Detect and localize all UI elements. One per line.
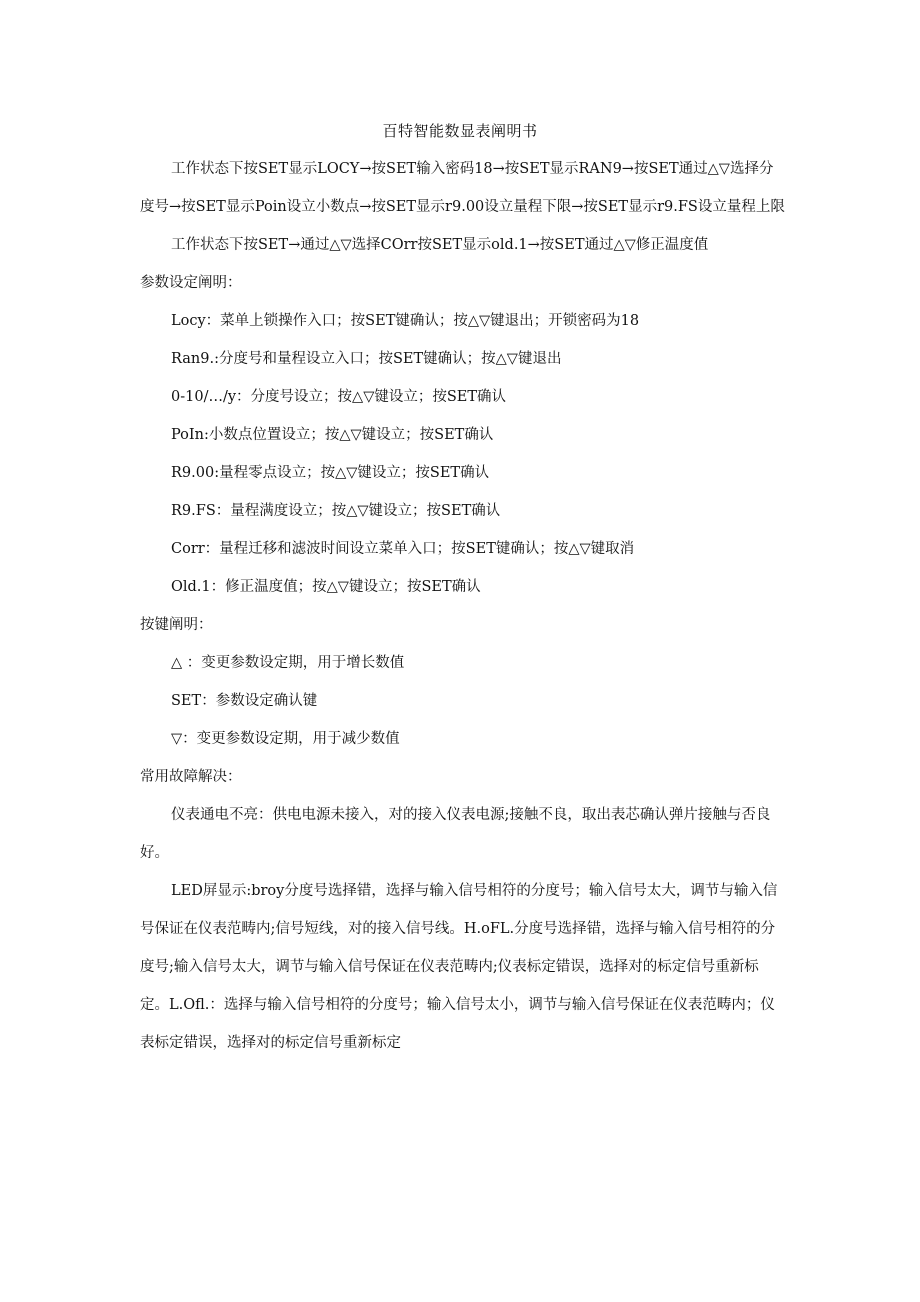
param-item-corr: Corr：量程迁移和滤波时间设立菜单入口；按SET键确认；按△▽键取消 — [171, 541, 635, 557]
keys-heading: 按键阐明： — [140, 617, 213, 633]
document-body — [140, 150, 785, 1062]
document-title: 百特智能数显表阐明书 — [382, 122, 538, 140]
param-item-r9-fs: R9.FS：量程满度设立；按△▽键设立；按SET确认 — [171, 503, 501, 519]
param-item-old1: Old.1：修正温度值；按△▽键设立；按SET确认 — [171, 579, 481, 595]
param-item-r9-00: R9.00:量程零点设立；按△▽键设立；按SET确认 — [171, 465, 490, 481]
param-item-locy: Locy：菜单上锁操作入口；按SET键确认；按△▽键退出；开锁密码为18 — [171, 313, 640, 329]
key-item-down: ▽：变更参数设定期，用于减少数值 — [171, 731, 400, 747]
params-heading: 参数设定阐明： — [140, 275, 242, 291]
key-item-set: SET：参数设定确认键 — [171, 693, 318, 709]
param-item-ran9: Ran9.:分度号和量程设立入口；按SET键确认；按△▽键退出 — [171, 351, 562, 367]
fault-led-display-paragraph: LED屏显示:broy分度号选择错，选择与输入信号相符的分度号；输入信号太大，调节与输入信号保证在仪表范畴内;信号短线，对的接入信号线。H.oFL.分度号选择错，选择与输入信号相符的分度号;输入信号太大，调节与输入信号保证在仪表范畴内;仪表标定错误，选择对的标定信号重新标定。L.Ofl.：选择与输入信号相符的分度号；输入信号太小，调节与输入信号保证在仪表范畴内；仪表标定错误，选择对的标定信号重新标定 — [140, 883, 778, 1051]
correction-instructions-paragraph: 工作状态下按SET→通过△▽选择COrr按SET显示old.1→按SET通过△▽修正温度值 — [171, 237, 709, 253]
setup-instructions-paragraph: 工作状态下按SET显示LOCY→按SET输入密码18→按SET显示RAN9→按SET通过△▽选择分度号→按SET显示Poin设立小数点→按SET显示r9.00设立量程下限→按SET显示r9.FS设立量程上限 — [140, 161, 785, 215]
faults-heading: 常用故障解决： — [140, 769, 242, 785]
param-item-division: 0-10/…/y：分度号设立；按△▽键设立；按SET确认 — [171, 389, 507, 405]
key-item-up: △ ：变更参数设定期，用于增长数值 — [171, 655, 405, 671]
fault-no-power-paragraph: 仪表通电不亮：供电电源未接入，对的接入仪表电源;接触不良，取出表芯确认弹片接触与否良好。 — [140, 807, 771, 861]
param-item-poin: PoIn:小数点位置设立；按△▽键设立；按SET确认 — [171, 427, 494, 443]
